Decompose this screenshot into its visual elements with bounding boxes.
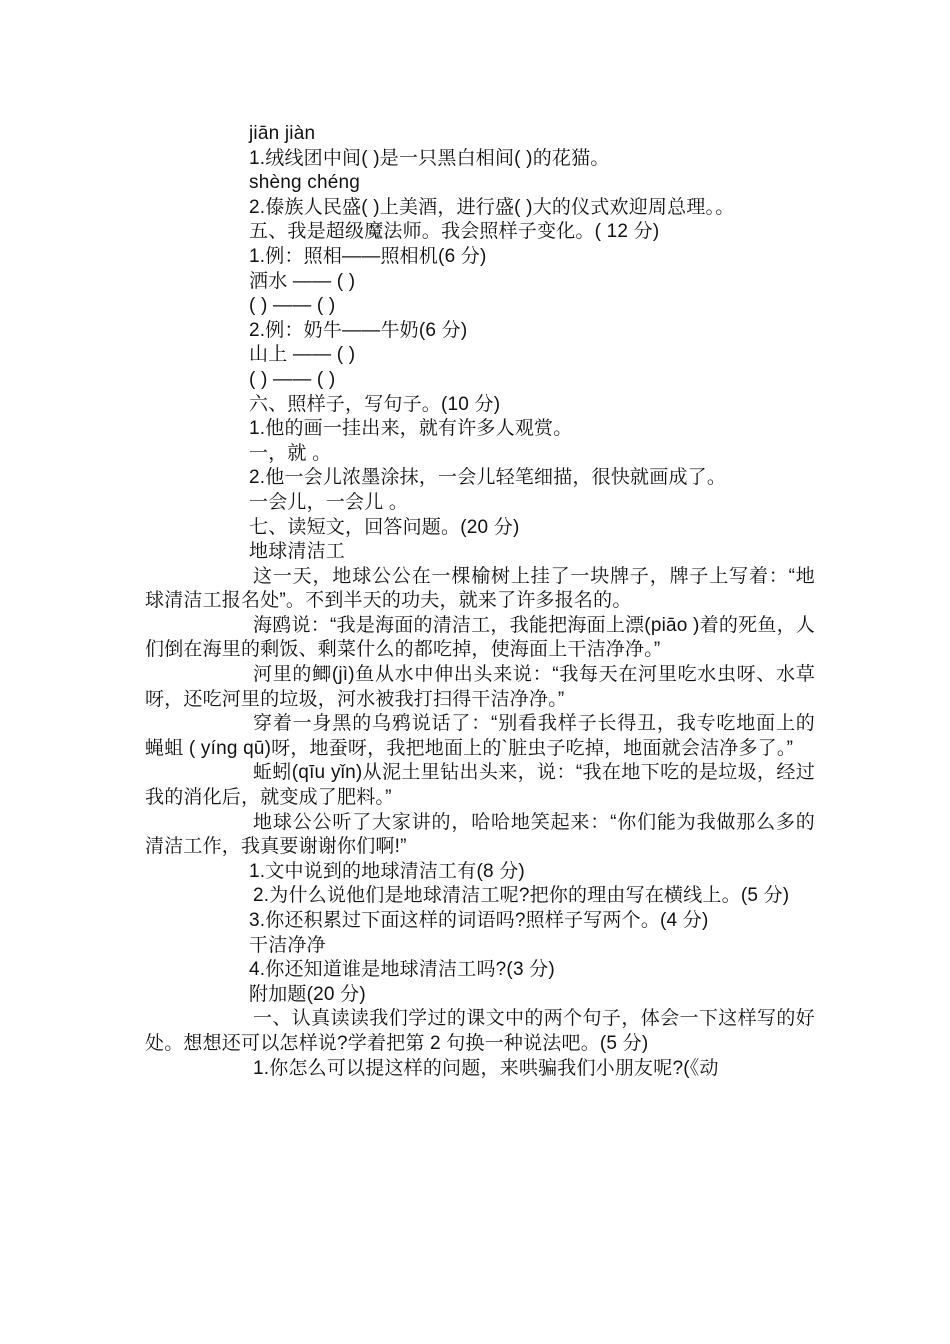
passage-title: 地球清洁工	[249, 541, 346, 563]
answer-line: ( ) —— ( )	[249, 368, 336, 390]
passage-paragraph: 海鸥说：“我是海面的清洁工，我能把海面上漂(piāo )着的死鱼，人们倒在海里的剩饭、剩菜什么的都吃掉，使海面上干洁净净。”	[145, 614, 815, 661]
question-1: 1.文中说到的地球清洁工有(8 分)	[249, 860, 525, 882]
passage-paragraph: 蚯蚓(qīu yǐn)从泥土里钻出头来，说：“我在地下吃的是垃圾，经过我的消化后，就变成了肥料。”	[145, 762, 815, 809]
question-4: 4.你还知道谁是地球清洁工吗?(3 分)	[249, 959, 555, 981]
question-line: 1.绒线团中间( )是一只黑白相间( )的花猫。	[249, 147, 610, 169]
answer-line: ( ) —— ( )	[249, 295, 336, 317]
example-line: 1.他的画一挂出来，就有许多人观赏。	[249, 418, 573, 440]
passage-paragraph: 穿着一身黑的乌鸦说话了：“别看我样子长得丑，我专吃地面上的蝇蛆 ( yíng qū)呀，地蚕呀，我把地面上的`脏虫子吃掉，地面就会洁净多了。”	[145, 713, 815, 759]
answer-line: 一，就 。	[249, 442, 332, 464]
passage-paragraph: 这一天，地球公公在一棵榆树上挂了一块牌子，牌子上写着：“地球清洁工报名处”。不到半天的功夫，就来了许多报名的。	[145, 565, 815, 612]
pinyin-line: jiān jiàn	[249, 123, 316, 144]
section-heading: 五、我是超级魔法师。我会照样子变化。( 12 分)	[249, 221, 660, 243]
bonus-title: 附加题(20 分)	[249, 983, 366, 1005]
passage-paragraph: 地球公公听了大家讲的，哈哈地笑起来：“你们能为我做那么多的清洁工作，我真要谢谢你们啊!”	[145, 811, 815, 858]
section-heading: 六、照样子，写句子。(10 分)	[249, 393, 501, 415]
answer-line: 山上 —— ( )	[249, 344, 356, 366]
answer-line: 洒水 —— ( )	[249, 270, 356, 292]
passage-paragraph: 河里的鲫(jì)鱼从水中伸出头来说：“我每天在河里吃水虫呀、水草呀，还吃河里的垃圾，河水被我打扫得干洁净净。”	[145, 664, 815, 710]
bonus-item-1: 1.你怎么可以提这样的问题，来哄骗我们小朋友呢?(《动	[253, 1057, 719, 1079]
question-3-example: 干洁净净	[249, 934, 326, 956]
document-body	[145, 122, 815, 1081]
section-heading: 七、读短文，回答问题。(20 分)	[249, 516, 520, 538]
question-2: 2.为什么说他们是地球清洁工呢?把你的理由写在横线上。(5 分)	[253, 885, 790, 907]
answer-line: 一会儿，一会儿 。	[249, 491, 409, 513]
bonus-part-1: 一、认真读读我们学过的课文中的两个句子，体会一下这样写的好处。想想还可以怎样说?学着把第 2 句换一种说法吧。(5 分)	[145, 1008, 815, 1054]
example-line: 2.他一会儿浓墨涂抹，一会儿轻笔细描，很快就画成了。	[249, 467, 727, 489]
example-line: 1.例：照相——照相机(6 分)	[249, 245, 487, 267]
question-3: 3.你还积累过下面这样的词语吗?照样子写两个。(4 分)	[249, 910, 709, 931]
pinyin-line: shèng chéng	[249, 172, 361, 194]
question-line: 2.傣族人民盛( )上美酒，进行盛( )大的仪式欢迎周总理。。	[249, 196, 735, 218]
example-line: 2.例：奶牛——牛奶(6 分)	[249, 319, 468, 341]
